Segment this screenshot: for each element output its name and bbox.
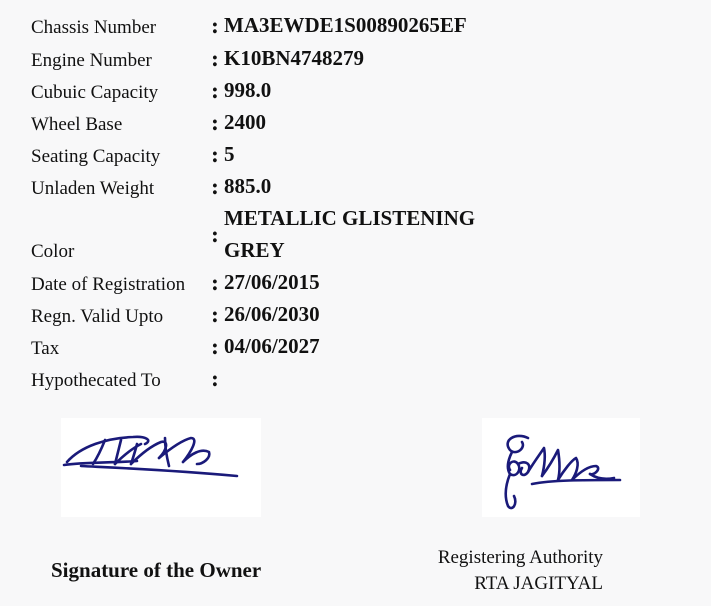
field-value: METALLIC GLISTENING GREY xyxy=(224,206,476,262)
field-label: Engine Number xyxy=(31,50,152,71)
field-label: Date of Registration xyxy=(31,274,186,295)
field-label: Unladen Weight xyxy=(31,178,155,199)
field-colon: : xyxy=(211,222,219,247)
field-label: Chassis Number xyxy=(31,17,157,38)
owner-signature-box xyxy=(61,418,261,517)
field-colon: : xyxy=(211,174,219,199)
authority-caption-line2: RTA JAGITYAL xyxy=(474,573,603,594)
field-colon: : xyxy=(211,13,219,38)
field-label: Regn. Valid Upto xyxy=(31,306,164,327)
field-label: Seating Capacity xyxy=(31,146,161,167)
field-label: Cubuic Capacity xyxy=(31,82,159,103)
field-value: 885.0 xyxy=(224,174,272,198)
authority-caption-line1: Registering Authority xyxy=(437,547,603,568)
field-value: 26/06/2030 xyxy=(224,302,320,326)
field-label: Color xyxy=(31,241,75,262)
field-colon: : xyxy=(211,270,219,295)
field-label: Hypothecated To xyxy=(31,370,161,391)
field-value: 2400 xyxy=(224,110,266,134)
field-label: Wheel Base xyxy=(31,114,123,135)
owner-signature-caption: Signature of the Owner xyxy=(51,558,262,582)
field-colon: : xyxy=(211,46,219,71)
field-value: 04/06/2027 xyxy=(224,334,320,358)
authority-signature-icon xyxy=(482,418,640,517)
field-colon: : xyxy=(211,142,219,167)
authority-signature-box xyxy=(482,418,640,517)
owner-signature-icon xyxy=(61,418,261,517)
field-colon: : xyxy=(211,78,219,103)
field-value: 5 xyxy=(224,142,235,166)
field-value: 27/06/2015 xyxy=(224,270,320,294)
field-colon: : xyxy=(211,302,219,327)
field-colon: : xyxy=(211,366,219,391)
authority-signature-caption xyxy=(421,545,603,597)
field-label: Tax xyxy=(31,338,60,359)
field-colon: : xyxy=(211,110,219,135)
field-value: K10BN4748279 xyxy=(224,46,365,70)
field-value: MA3EWDE1S00890265EF xyxy=(224,13,467,37)
field-colon: : xyxy=(211,334,219,359)
field-value: 998.0 xyxy=(224,78,272,102)
